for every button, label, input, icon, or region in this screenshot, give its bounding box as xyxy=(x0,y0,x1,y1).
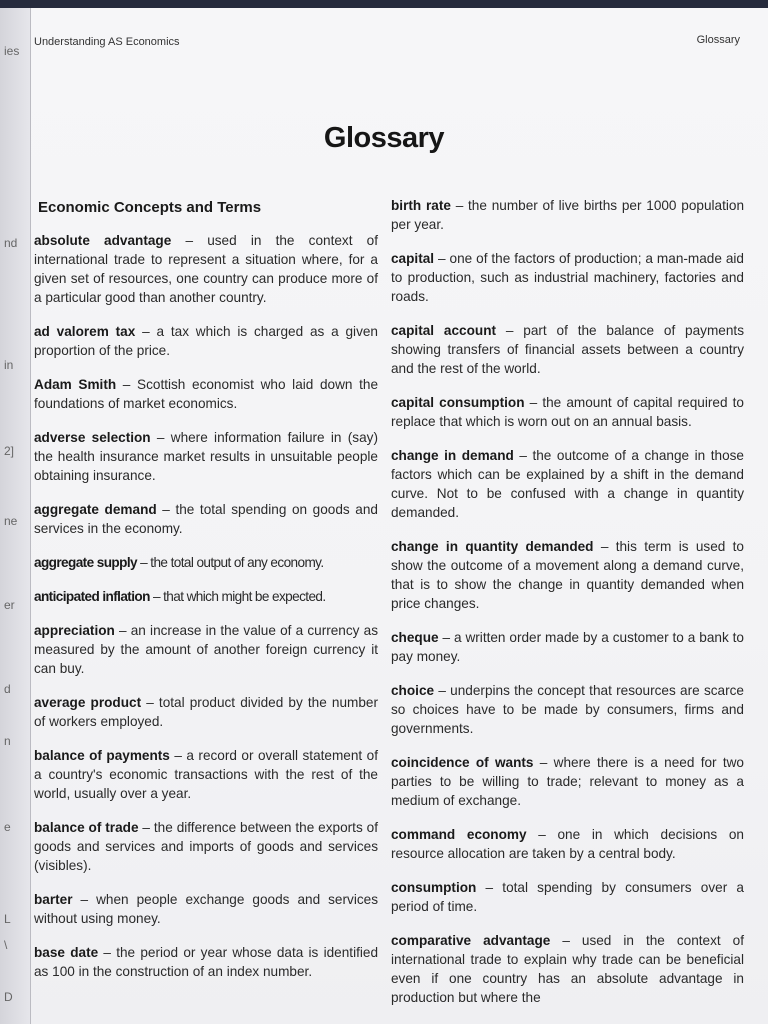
glossary-term: adverse selection xyxy=(34,430,151,445)
glossary-term: base date xyxy=(34,945,99,960)
glossary-term: aggregate demand xyxy=(34,502,157,517)
glossary-left-column xyxy=(34,196,378,996)
glossary-term: ad valorem tax xyxy=(34,324,136,339)
glossary-entry: capital consumption – the amount of capital required to replace that which is worn out on an annual basis. xyxy=(391,395,744,429)
glossary-entry: average product – total product divided by the number of workers employed. xyxy=(34,695,378,729)
glossary-term: comparative advantage xyxy=(391,933,551,948)
glossary-term: balance of payments xyxy=(34,748,170,763)
glossary-entry: choice – underpins the concept that resources are scarce so choices have to be made by consumers, firms and governments. xyxy=(391,683,744,736)
glossary-right-column xyxy=(391,196,744,1022)
glossary-definition: the total spending on goods and services in the economy. xyxy=(34,502,378,536)
glossary-term: balance of trade xyxy=(34,820,139,835)
glossary-definition: used in the context of international trade to explain why trade can be beneficial even if one country has an absolute advantage in production but where the xyxy=(391,933,744,1005)
margin-fragment: in xyxy=(4,358,14,372)
glossary-definition: the difference between the exports of goods and services and imports of goods and services (visibles). xyxy=(34,820,378,873)
page-title: Glossary xyxy=(323,122,445,154)
glossary-entry: aggregate supply – the total output of any economy. xyxy=(34,555,324,570)
margin-fragment: \ xyxy=(4,938,8,952)
glossary-definition: the number of live births per 1000 population per year. xyxy=(391,198,745,232)
margin-fragment: L xyxy=(4,912,11,926)
glossary-definition: a tax which is charged as a given proportion of the price. xyxy=(34,324,378,358)
glossary-definition: an increase in the value of a currency as measured by the amount of another foreign currency it can buy. xyxy=(34,623,378,676)
margin-fragment: d xyxy=(4,682,11,696)
glossary-definition: one of the factors of production; a man-made aid to production, such as industrial machinery, factories and roads. xyxy=(391,251,744,304)
margin-fragment: 2] xyxy=(4,444,15,458)
glossary-term: capital consumption xyxy=(391,395,525,410)
glossary-term: birth rate xyxy=(391,198,451,213)
glossary-entry: Adam Smith – Scottish economist who laid down the foundations of market economics. xyxy=(34,377,378,411)
glossary-entry: barter – when people exchange goods and services without using money. xyxy=(34,892,378,926)
glossary-term: barter xyxy=(34,892,73,907)
glossary-entry: capital account – part of the balance of payments showing transfers of financial assets between a country and the rest of the world. xyxy=(391,323,744,376)
margin-fragment: nd xyxy=(4,236,18,250)
glossary-term: Adam Smith xyxy=(34,377,117,392)
glossary-term: average product xyxy=(34,695,142,710)
facing-page-strip xyxy=(0,8,30,1024)
glossary-definition: that which might be expected. xyxy=(163,589,326,604)
glossary-definition: total product divided by the number of workers employed. xyxy=(34,695,378,729)
glossary-entry: comparative advantage – used in the context of international trade to explain why trade can be beneficial even if one country has an absolute advantage in production but where the xyxy=(391,933,744,1005)
glossary-definition: this term is used to show the outcome of a movement along a demand curve, that is to show the change in quantity demanded when price changes. xyxy=(391,539,744,611)
margin-fragment: er xyxy=(4,598,15,612)
glossary-entry: balance of trade – the difference between the exports of goods and services and imports of goods and services (visibles). xyxy=(34,820,378,873)
glossary-definition: Scottish economist who laid down the foundations of market economics. xyxy=(34,377,378,411)
glossary-entry: appreciation – an increase in the value of a currency as measured by the amount of another foreign currency it can buy. xyxy=(34,623,378,676)
margin-fragment: D xyxy=(4,990,13,1004)
glossary-entry: anticipated inflation – that which might be expected. xyxy=(34,589,326,604)
glossary-entry: absolute advantage – used in the context of international trade to represent a situation where, for a given set of resources, one country can produce more of a particular good than another country. xyxy=(34,233,378,305)
glossary-entry: coincidence of wants – where there is a need for two parties to be willing to trade; relevant to money as a medium of exchange. xyxy=(391,755,744,808)
glossary-entry: capital – one of the factors of production; a man-made aid to production, such as industrial machinery, factories and roads. xyxy=(391,251,744,304)
glossary-entry: command economy – one in which decisions on resource allocation are taken by a central body. xyxy=(391,827,744,861)
glossary-entry: ad valorem tax – a tax which is charged as a given proportion of the price. xyxy=(34,324,378,358)
glossary-entry: adverse selection – where information failure in (say) the health insurance market results in unsuitable people obtaining insurance. xyxy=(34,430,378,483)
glossary-term: change in quantity demanded xyxy=(391,539,594,554)
glossary-term: command economy xyxy=(391,827,527,842)
glossary-entry: change in demand – the outcome of a change in those factors which can be explained by a shift in the demand curve. Not to be confused with a change in quantity demanded. xyxy=(391,448,744,520)
glossary-term: capital account xyxy=(391,323,497,338)
book-top-edge xyxy=(0,0,768,8)
glossary-entry: base date – the period or year whose data is identified as 100 in the construction of an index number. xyxy=(34,945,379,979)
running-header-book-title: Understanding AS Economics xyxy=(34,36,180,48)
glossary-definition: where there is a need for two parties to be willing to trade; relevant to money as a medium of exchange. xyxy=(391,755,744,808)
glossary-definition: when people exchange goods and services without using money. xyxy=(34,892,378,926)
glossary-definition: the total output of any economy. xyxy=(150,555,324,570)
section-heading: Economic Concepts and Terms xyxy=(38,199,262,216)
glossary-term: anticipated inflation xyxy=(34,589,150,604)
glossary-term: aggregate supply xyxy=(34,555,137,570)
glossary-entry: consumption – total spending by consumers over a period of time. xyxy=(391,880,744,914)
glossary-definition: the amount of capital required to replace that which is worn out on an annual basis. xyxy=(391,395,744,429)
glossary-definition: underpins the concept that resources are scarce so choices have to be made by consumers, firms and governments. xyxy=(391,683,744,736)
glossary-definition: where information failure in (say) the health insurance market results in unsuitable people obtaining insurance. xyxy=(34,430,378,483)
margin-fragment: ne xyxy=(4,514,18,528)
glossary-definition: the outcome of a change in those factors which can be explained by a shift in the demand curve. Not to be confused with a change in quantity demanded. xyxy=(391,448,744,520)
running-header-section: Glossary xyxy=(696,34,740,46)
glossary-term: appreciation xyxy=(34,623,115,638)
glossary-definition: a written order made by a customer to a bank to pay money. xyxy=(391,630,744,664)
glossary-entry: birth rate – the number of live births per 1000 population per year. xyxy=(391,198,745,232)
glossary-term: consumption xyxy=(391,880,477,895)
glossary-definition: one in which decisions on resource allocation are taken by a central body. xyxy=(391,827,744,861)
glossary-term: absolute advantage xyxy=(34,233,172,248)
glossary-entry: change in quantity demanded – this term is used to show the outcome of a movement along a demand curve, that is to show the change in quantity demanded when price changes. xyxy=(391,539,744,611)
margin-fragment: ies xyxy=(4,44,20,58)
glossary-definition: total spending by consumers over a period of time. xyxy=(391,880,744,914)
glossary-definition: part of the balance of payments showing transfers of financial assets between a country and the rest of the world. xyxy=(391,323,744,376)
margin-fragment: e xyxy=(4,820,11,834)
glossary-entry: cheque – a written order made by a customer to a bank to pay money. xyxy=(391,630,744,664)
glossary-term: cheque xyxy=(391,630,439,645)
glossary-entry: aggregate demand – the total spending on goods and services in the economy. xyxy=(34,502,378,536)
glossary-definition: a record or overall statement of a country's economic transactions with the rest of the world, usually over a year. xyxy=(34,748,378,801)
glossary-term: change in demand xyxy=(391,448,514,463)
glossary-definition: the period or year whose data is identified as 100 in the construction of an index number. xyxy=(34,945,379,979)
glossary-term: coincidence of wants xyxy=(391,755,534,770)
glossary-definition: used in the context of international trade to represent a situation where, for a given set of resources, one country can produce more of a particular good than another country. xyxy=(34,233,378,305)
glossary-entry: balance of payments – a record or overall statement of a country's economic transactions with the rest of the world, usually over a year. xyxy=(34,748,378,801)
glossary-term: capital xyxy=(391,251,435,266)
margin-fragment: n xyxy=(4,734,11,748)
glossary-term: choice xyxy=(391,683,435,698)
